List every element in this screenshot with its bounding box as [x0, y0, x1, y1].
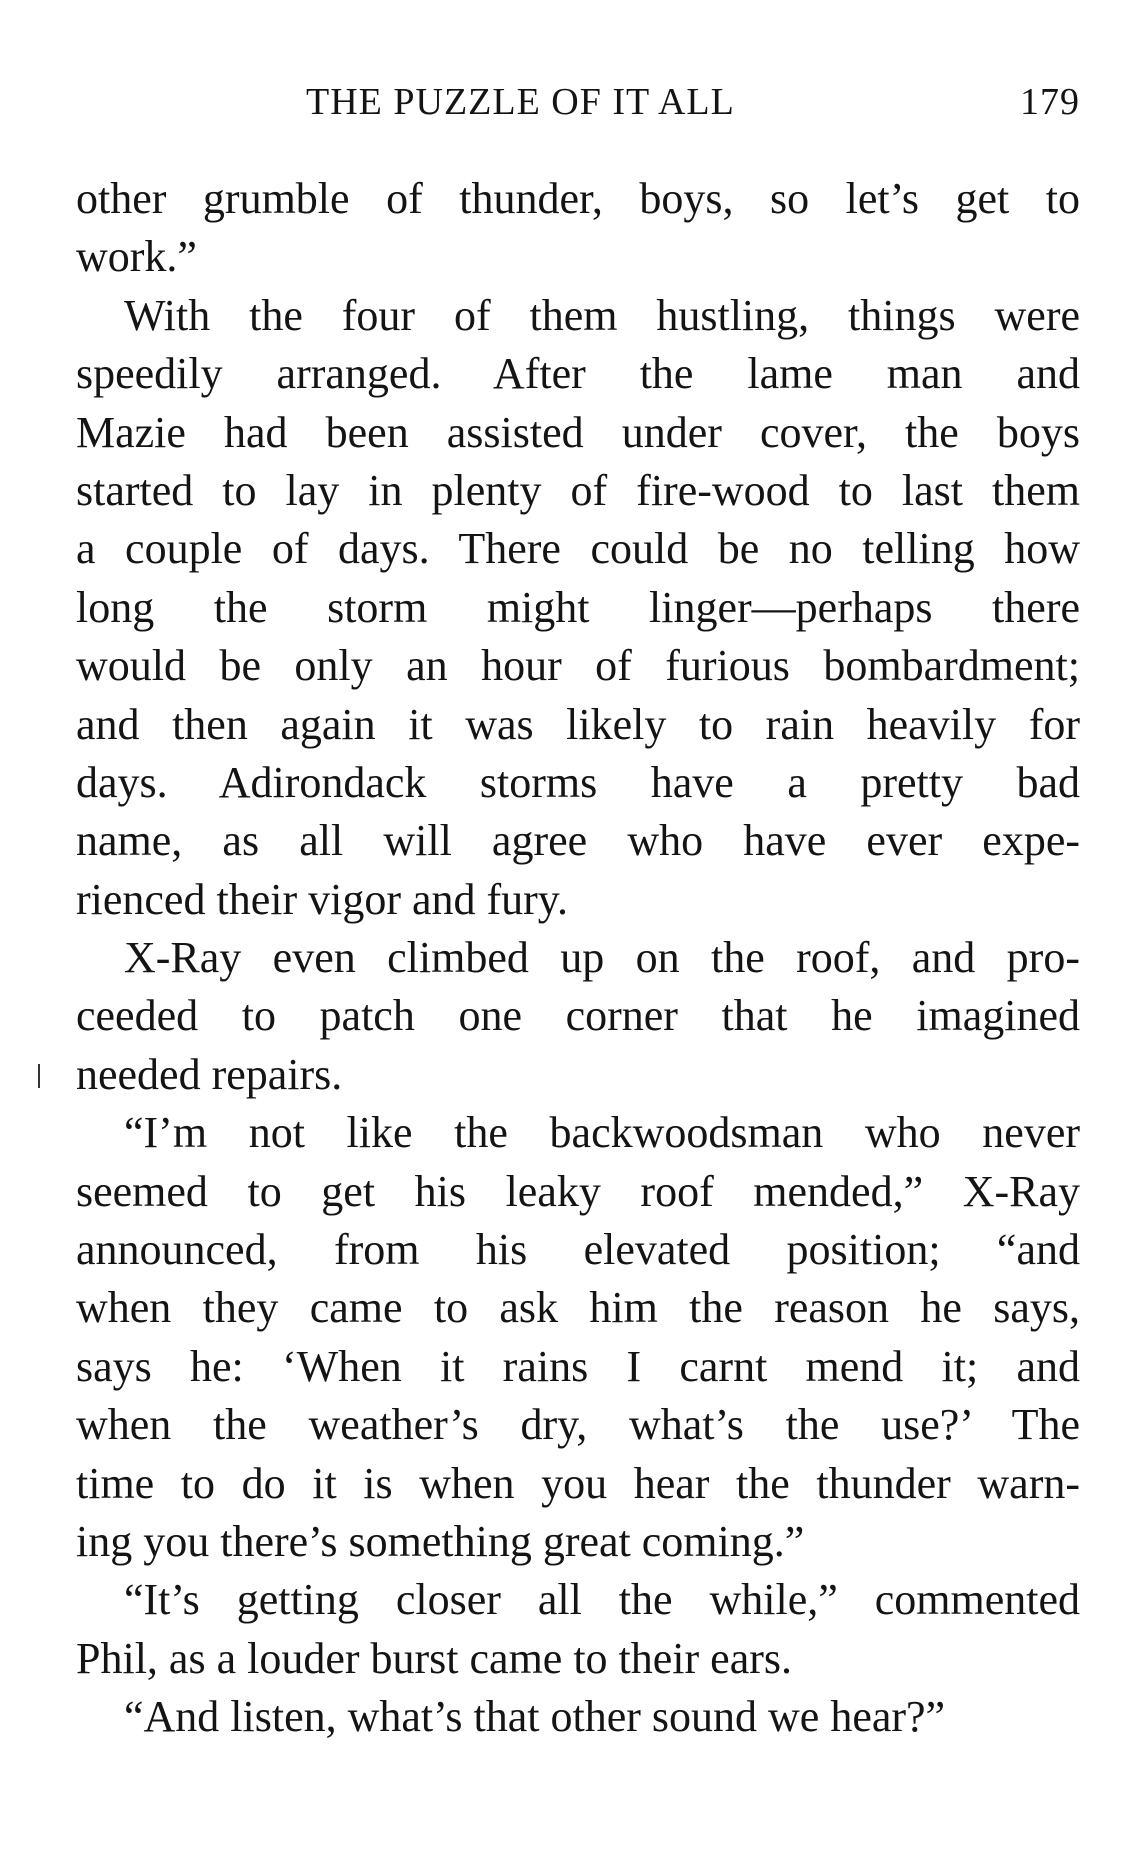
text-line: started to lay in plenty of fire-wood to last them — [76, 465, 1080, 515]
text-line: days. Adirondack storms have a pretty bad — [76, 757, 1080, 807]
text-line: With the four of them hustling, things were — [124, 290, 1080, 340]
text-line: other grumble of thunder, boys, so let’s get to — [76, 174, 1080, 223]
body-text — [76, 170, 1080, 1747]
text-line: seemed to get his leaky roof mended,” X-Ray — [76, 1166, 1080, 1216]
running-head — [76, 80, 1080, 124]
text-line: “I’m not like the backwoodsman who never — [124, 1108, 1080, 1158]
text-line: X-Ray even climbed up on the roof, and pro- — [124, 933, 1080, 983]
text-line: would be only an hour of furious bombardment; — [76, 641, 1080, 691]
text-line: needed repairs. — [76, 1049, 343, 1099]
text-line: Mazie had been assisted under cover, the boys — [76, 407, 1080, 457]
text-line: name, as all will agree who have ever expe- — [76, 816, 1080, 866]
text-line: when the weather’s dry, what’s the use?’ The — [76, 1400, 1080, 1450]
text-line: announced, from his elevated position; “and — [76, 1225, 1080, 1275]
text-line: time to do it is when you hear the thunder warn- — [76, 1458, 1080, 1508]
text-line: a couple of days. There could be no telling how — [76, 524, 1080, 574]
text-line: ing you there’s something great coming.” — [76, 1516, 805, 1566]
text-line: when they came to ask him the reason he says, — [76, 1283, 1080, 1333]
text-line: “And listen, what’s that other sound we hear?” — [124, 1692, 946, 1742]
margin-mark — [38, 1064, 40, 1088]
text-line: Phil, as a louder burst came to their ears. — [76, 1633, 793, 1683]
text-line: says he: ‘When it rains I carnt mend it; and — [76, 1341, 1080, 1391]
text-line: work.” — [76, 232, 197, 282]
text-line: long the storm might linger—perhaps there — [76, 582, 1080, 632]
text-line: “It’s getting closer all the while,” commented — [124, 1575, 1080, 1625]
running-title: THE PUZZLE OF IT ALL — [306, 81, 735, 123]
text-line: and then again it was likely to rain heavily for — [76, 699, 1080, 749]
text-line: rienced their vigor and fury. — [76, 874, 568, 924]
text-line: speedily arranged. After the lame man and — [76, 349, 1080, 399]
text-line: ceeded to patch one corner that he imagined — [76, 991, 1080, 1041]
page-number: 179 — [1020, 81, 1080, 123]
